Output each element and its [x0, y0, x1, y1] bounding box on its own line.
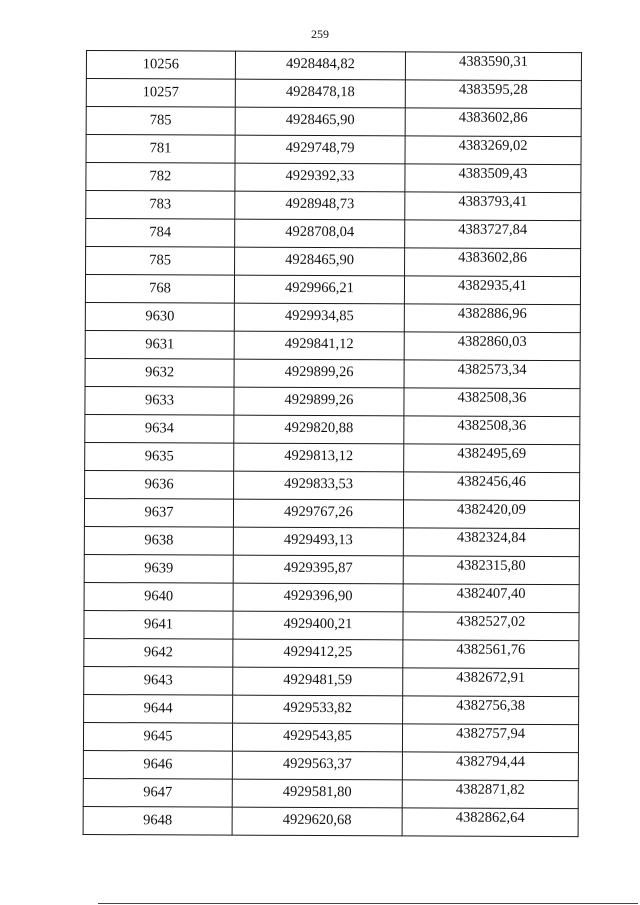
x-coordinate-cell-text: 4929899,26 [284, 363, 354, 381]
y-coordinate-cell-text: 4383727,84 [458, 221, 528, 238]
x-coordinate-cell-text: 4929813,12 [284, 447, 354, 465]
point-id-cell [85, 330, 234, 359]
table-row [84, 666, 579, 696]
x-coordinate-cell-text: 4929620,68 [282, 811, 352, 829]
y-coordinate-cell-text: 4383602,86 [458, 249, 528, 266]
x-coordinate-cell-text: 4929820,88 [284, 419, 354, 437]
x-coordinate-cell-text: 4928484,82 [285, 55, 355, 73]
table-row [84, 610, 579, 640]
x-coordinate-cell-text: 4929392,33 [285, 167, 355, 185]
point-id-cell-text: 783 [149, 196, 172, 213]
x-coordinate-cell [233, 583, 403, 612]
y-coordinate-cell-text: 4382871,82 [455, 781, 525, 798]
point-id-cell-text: 9646 [143, 756, 173, 773]
table-row [86, 135, 581, 165]
point-id-cell [85, 275, 234, 304]
point-id-cell [83, 778, 232, 807]
x-coordinate-cell-text: 4929833,53 [284, 475, 354, 493]
table-row [86, 107, 581, 137]
point-id-cell [86, 163, 235, 192]
y-coordinate-cell [403, 584, 579, 613]
y-coordinate-cell [405, 220, 581, 249]
x-coordinate-cell [233, 555, 403, 584]
point-id-cell [85, 414, 234, 443]
x-coordinate-cell [235, 79, 405, 108]
point-id-cell-text: 10257 [142, 84, 179, 101]
point-id-cell [86, 219, 235, 248]
x-coordinate-cell [232, 751, 402, 780]
y-coordinate-cell [404, 444, 580, 473]
table-row [84, 638, 579, 668]
point-id-cell-text: 9637 [144, 504, 174, 521]
table-row [86, 163, 581, 193]
x-coordinate-cell [233, 639, 403, 668]
y-coordinate-cell [405, 136, 581, 165]
y-coordinate-cell-text: 4383793,41 [458, 193, 528, 210]
point-id-cell-text: 9638 [144, 532, 174, 549]
x-coordinate-cell [235, 219, 405, 248]
table-row [83, 778, 578, 808]
point-id-cell [84, 582, 233, 611]
y-coordinate-cell [404, 360, 580, 389]
point-id-cell [84, 638, 233, 667]
table-row [85, 275, 580, 305]
point-id-cell [85, 386, 234, 415]
x-coordinate-cell [232, 779, 402, 808]
y-coordinate-cell [402, 780, 578, 809]
y-coordinate-cell-text: 4382420,09 [457, 501, 526, 518]
x-coordinate-cell-text: 4929767,26 [284, 503, 353, 521]
table-row [85, 442, 580, 472]
table-row [85, 470, 580, 500]
y-coordinate-cell-text: 4382935,41 [458, 277, 527, 294]
point-id-cell-text: 781 [149, 140, 172, 157]
point-id-cell-text: 9631 [145, 336, 175, 353]
y-coordinate-cell [402, 724, 578, 753]
point-id-cell-text: 9634 [144, 420, 174, 437]
x-coordinate-cell-text: 4929966,21 [284, 279, 354, 297]
y-coordinate-cell-text: 4382456,46 [457, 473, 527, 490]
x-coordinate-cell [234, 303, 404, 332]
y-coordinate-cell [403, 668, 579, 697]
table-row [85, 414, 580, 444]
x-coordinate-cell-text: 4928478,18 [285, 83, 355, 101]
point-id-cell-text: 785 [149, 252, 171, 269]
x-coordinate-cell [234, 387, 404, 416]
y-coordinate-cell-text: 4383509,43 [458, 165, 528, 182]
y-coordinate-cell-text: 4382407,40 [456, 585, 526, 602]
point-id-cell [83, 750, 232, 779]
x-coordinate-cell-text: 4929581,80 [282, 783, 352, 801]
y-coordinate-cell [402, 808, 578, 837]
y-coordinate-cell [405, 108, 581, 137]
table-row [84, 498, 579, 528]
point-id-cell-text: 9648 [143, 812, 173, 829]
point-id-cell-text: 9635 [144, 448, 174, 465]
x-coordinate-cell [235, 135, 405, 164]
x-coordinate-cell-text: 4929543,85 [283, 727, 352, 745]
point-id-cell [85, 358, 234, 387]
x-coordinate-cell-text: 4929396,90 [283, 587, 353, 605]
y-coordinate-cell-text: 4382886,96 [457, 305, 527, 322]
point-id-cell-text: 9633 [144, 392, 175, 409]
y-coordinate-cell-text: 4382324,84 [456, 529, 526, 546]
y-coordinate-cell [404, 276, 580, 305]
y-coordinate-cell-text: 4382573,34 [457, 361, 527, 378]
y-coordinate-cell [405, 52, 581, 81]
point-id-cell [86, 247, 235, 276]
x-coordinate-cell-text: 4928465,90 [285, 251, 355, 269]
x-coordinate-cell-text: 4928465,90 [285, 111, 355, 129]
x-coordinate-cell-text: 4929493,13 [283, 531, 353, 549]
x-coordinate-cell [233, 695, 403, 724]
x-coordinate-cell [233, 499, 403, 528]
y-coordinate-cell-text: 4382756,38 [456, 697, 526, 714]
point-id-cell-text: 9645 [143, 728, 173, 745]
bottom-rule [98, 903, 638, 904]
point-id-cell [86, 79, 235, 108]
point-id-cell-text: 9636 [144, 476, 174, 493]
y-coordinate-cell-text: 4382508,36 [457, 417, 527, 434]
x-coordinate-cell [235, 51, 405, 80]
x-coordinate-cell-text: 4929400,21 [283, 615, 353, 633]
table-row [83, 722, 578, 752]
coordinates-table [83, 50, 582, 837]
point-id-cell [86, 191, 235, 220]
x-coordinate-cell-text: 4929395,87 [283, 559, 353, 577]
point-id-cell-text: 768 [149, 280, 171, 297]
table-row [83, 750, 578, 780]
y-coordinate-cell [404, 332, 580, 361]
x-coordinate-cell [233, 667, 403, 696]
table-row [85, 302, 580, 332]
y-coordinate-cell-text: 4382794,44 [455, 753, 525, 770]
point-id-cell-text: 9639 [144, 560, 174, 577]
x-coordinate-cell-text: 4929481,59 [283, 671, 353, 689]
table-row [84, 694, 579, 724]
y-coordinate-cell-text: 4382860,03 [457, 333, 527, 350]
table-row [84, 554, 579, 584]
x-coordinate-cell [235, 247, 405, 276]
point-id-cell-text: 9632 [145, 364, 175, 381]
point-id-cell-text: 9642 [143, 644, 173, 661]
x-coordinate-cell [234, 331, 404, 360]
x-coordinate-cell-text: 4929899,26 [284, 391, 354, 409]
point-id-cell [84, 554, 233, 583]
table-row [83, 806, 578, 836]
point-id-cell [84, 526, 233, 555]
x-coordinate-cell [233, 611, 403, 640]
coordinates-table-body [83, 51, 581, 837]
y-coordinate-cell [403, 556, 579, 585]
x-coordinate-cell [234, 359, 404, 388]
point-id-cell [85, 470, 234, 499]
point-id-cell [84, 498, 233, 527]
point-id-cell-text: 9640 [144, 588, 174, 605]
y-coordinate-cell-text: 4382508,36 [457, 389, 527, 406]
y-coordinate-cell [403, 696, 579, 725]
y-coordinate-cell-text: 4382757,94 [456, 725, 525, 742]
y-coordinate-cell-text: 4382315,80 [456, 557, 526, 574]
y-coordinate-cell [404, 304, 580, 333]
y-coordinate-cell-text: 4382672,91 [456, 669, 526, 686]
point-id-cell-text: 9643 [143, 672, 173, 689]
table-row [86, 79, 581, 109]
x-coordinate-cell-text: 4929748,79 [285, 139, 355, 157]
point-id-cell [83, 806, 232, 835]
x-coordinate-cell-text: 4929563,37 [282, 755, 352, 773]
y-coordinate-cell-text: 4382862,64 [455, 809, 525, 826]
point-id-cell [86, 135, 235, 164]
table-row [85, 386, 580, 416]
table-row [84, 526, 579, 556]
point-id-cell [86, 51, 235, 80]
point-id-cell [86, 107, 235, 136]
x-coordinate-cell [232, 807, 402, 836]
y-coordinate-cell [405, 248, 581, 277]
y-coordinate-cell-text: 4382495,69 [457, 445, 527, 462]
point-id-cell-text: 785 [149, 112, 172, 129]
point-id-cell-text: 10256 [142, 56, 180, 73]
y-coordinate-cell [405, 192, 581, 221]
point-id-cell-text: 9647 [143, 784, 173, 801]
x-coordinate-cell [234, 275, 404, 304]
point-id-cell-text: 9644 [143, 700, 173, 717]
y-coordinate-cell [403, 612, 579, 641]
x-coordinate-cell [232, 723, 402, 752]
x-coordinate-cell [235, 107, 405, 136]
table-row [86, 247, 581, 277]
y-coordinate-cell-text: 4382561,76 [456, 641, 526, 658]
x-coordinate-cell-text: 4929934,85 [284, 307, 354, 325]
table-row [85, 358, 580, 388]
x-coordinate-cell-text: 4928948,73 [285, 195, 355, 213]
point-id-cell [84, 610, 233, 639]
point-id-cell-text: 9630 [145, 308, 175, 325]
point-id-cell-text: 784 [149, 224, 172, 241]
table-row [86, 191, 581, 221]
point-id-cell-text: 9641 [143, 616, 174, 633]
y-coordinate-cell [403, 528, 579, 557]
table-row [84, 582, 579, 612]
point-id-cell [84, 666, 233, 695]
y-coordinate-cell [402, 752, 578, 781]
y-coordinate-cell [404, 388, 580, 417]
x-coordinate-cell [233, 527, 403, 556]
y-coordinate-cell [403, 640, 579, 669]
x-coordinate-cell-text: 4929533,82 [283, 699, 353, 717]
x-coordinate-cell [235, 191, 405, 220]
point-id-cell [83, 722, 232, 751]
table-row [85, 330, 580, 360]
x-coordinate-cell-text: 4928708,04 [285, 223, 355, 241]
x-coordinate-cell [234, 443, 404, 472]
y-coordinate-cell [404, 472, 580, 501]
y-coordinate-cell-text: 4383602,86 [458, 109, 528, 126]
y-coordinate-cell-text: 4382527,02 [456, 613, 526, 630]
point-id-cell [85, 302, 234, 331]
x-coordinate-cell [234, 415, 404, 444]
y-coordinate-cell [405, 80, 581, 109]
point-id-cell [85, 442, 234, 471]
point-id-cell-text: 782 [149, 168, 172, 185]
y-coordinate-cell-text: 4383590,31 [458, 53, 528, 70]
y-coordinate-cell [405, 164, 581, 193]
y-coordinate-cell-text: 4383269,02 [458, 137, 528, 154]
page-number: 259 [311, 27, 329, 41]
table-row [86, 51, 581, 81]
table-row [86, 219, 581, 249]
x-coordinate-cell [234, 471, 404, 500]
y-coordinate-cell [404, 416, 580, 445]
x-coordinate-cell-text: 4929841,12 [284, 335, 354, 353]
point-id-cell [84, 694, 233, 723]
x-coordinate-cell-text: 4929412,25 [283, 643, 353, 661]
x-coordinate-cell [235, 163, 405, 192]
y-coordinate-cell-text: 4383595,28 [458, 81, 528, 98]
y-coordinate-cell [403, 500, 579, 529]
